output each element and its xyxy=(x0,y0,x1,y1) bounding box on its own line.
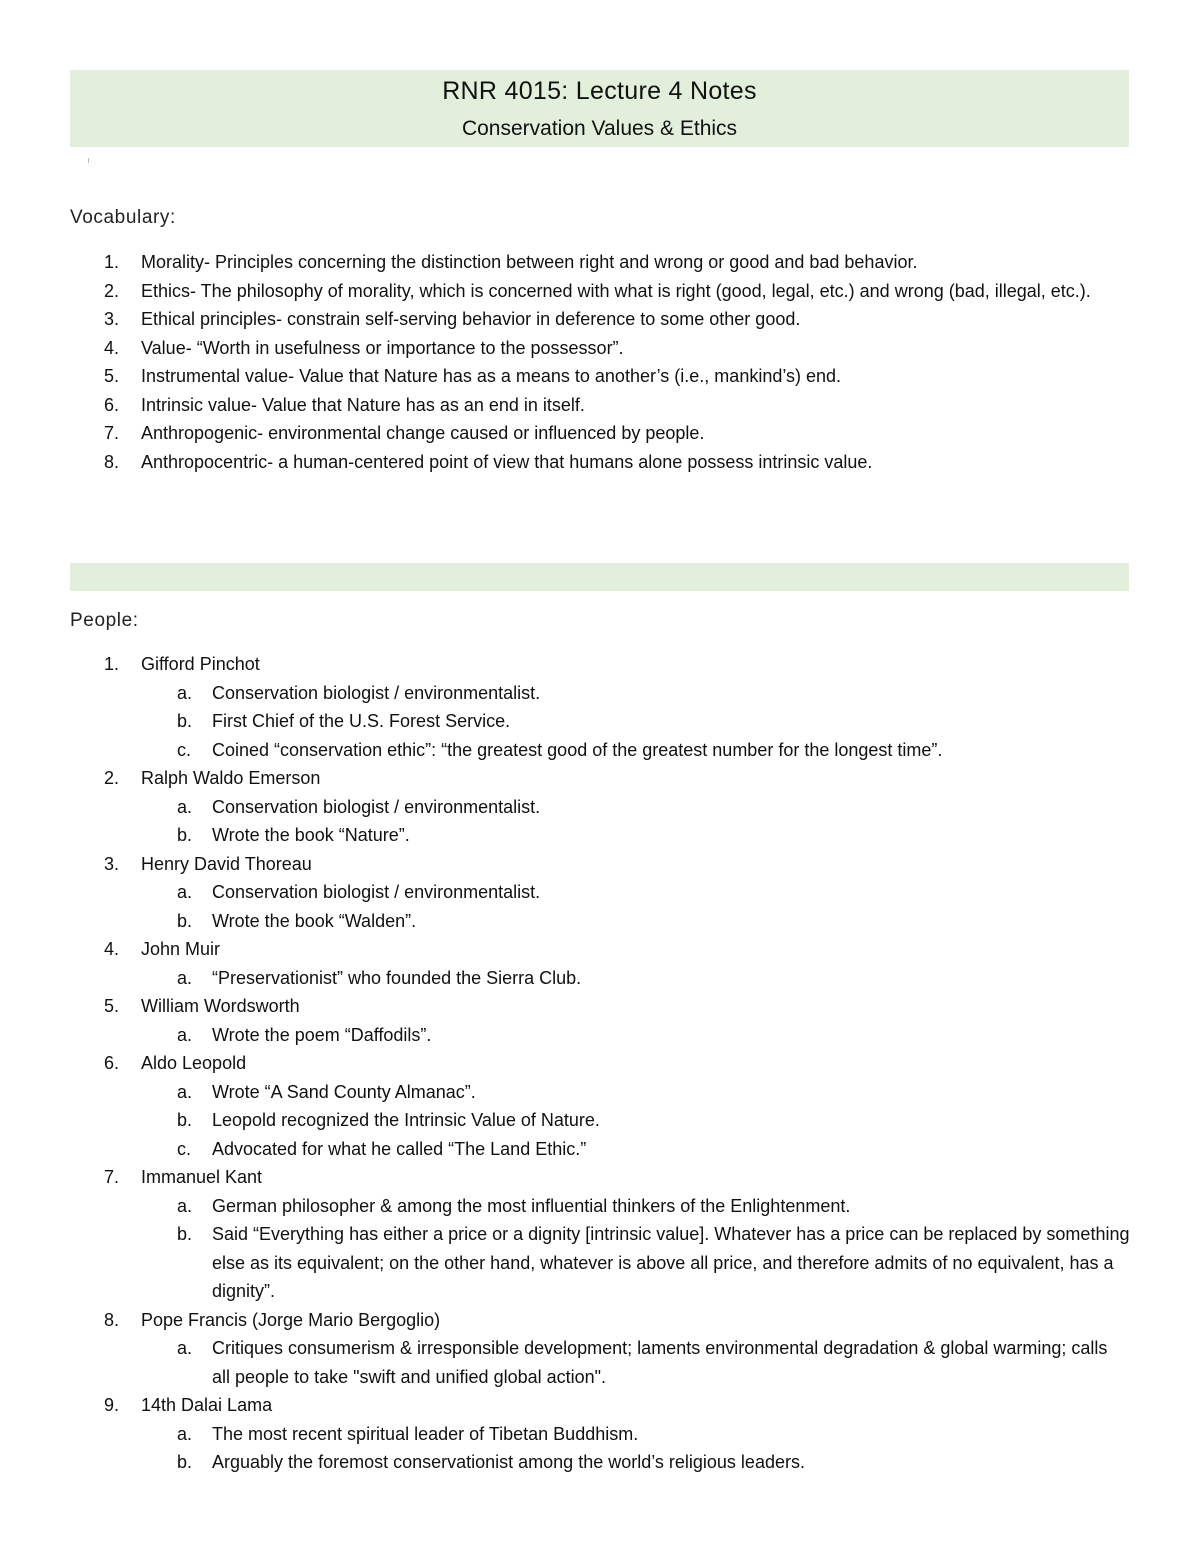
vocabulary-item-number: 8. xyxy=(104,451,120,472)
person-number: 4. xyxy=(104,939,120,959)
person-item xyxy=(70,992,1130,1049)
person-number: 3. xyxy=(104,853,120,874)
vocabulary-item-text: Intrinsic value- Value that Nature has as an end in itself. xyxy=(141,394,585,415)
person-notes-list xyxy=(141,793,1130,850)
person-item xyxy=(70,1306,1130,1392)
person-number: 8. xyxy=(104,1309,120,1330)
person-number: 1. xyxy=(104,654,120,674)
vocabulary-item xyxy=(70,362,1130,391)
vocabulary-item-text: Instrumental value- Value that Nature has as a means to another’s (i.e., mankind’s) end. xyxy=(141,366,842,386)
person-note xyxy=(141,1078,1130,1107)
person-note-letter: a. xyxy=(177,1423,193,1444)
person-note-text: Wrote “A Sand County Almanac”. xyxy=(212,1081,476,1102)
person-note xyxy=(141,1420,1130,1449)
person-note-letter: a. xyxy=(177,1081,193,1102)
person-item xyxy=(70,764,1130,850)
person-note-letter: c. xyxy=(177,1138,192,1159)
person-note-letter: a. xyxy=(177,1338,193,1358)
person-note-letter: b. xyxy=(177,1110,193,1130)
person-note xyxy=(141,964,1130,993)
person-note-text: The most recent spiritual leader of Tibetan Buddhism. xyxy=(212,1423,639,1444)
vocabulary-item-text: Ethical principles- constrain self-serving behavior in deference to some other good. xyxy=(141,309,801,329)
person-note xyxy=(141,1334,1130,1391)
person-note xyxy=(141,1106,1130,1135)
person-note-letter: a. xyxy=(177,967,193,988)
person-note-letter: a. xyxy=(177,1195,193,1216)
person-note xyxy=(141,793,1130,822)
vocabulary-item-text: Anthropogenic- environmental change caused or influenced by people. xyxy=(141,423,705,443)
person-note-text: Conservation biologist / environmentalist. xyxy=(212,882,541,902)
person-note-text: Said “Everything has either a price or a dignity [intrinsic value]. Whatever has a price can be replaced by something else as its equivalent; on the other hand, whatever is above all price, and therefore admits of no equivalent, has a dignity”. xyxy=(212,1224,1130,1301)
person-name: Ralph Waldo Emerson xyxy=(141,768,321,788)
person-note-text: Leopold recognized the Intrinsic Value of Nature. xyxy=(212,1110,600,1130)
person-note xyxy=(141,707,1130,736)
vocabulary-item xyxy=(70,277,1130,306)
person-notes-list xyxy=(141,1192,1130,1306)
person-number: 9. xyxy=(104,1395,120,1415)
vocabulary-item-number: 7. xyxy=(104,423,120,443)
person-note-text: Conservation biologist / environmentalist. xyxy=(212,796,541,817)
person-notes-list xyxy=(141,878,1130,935)
person-item xyxy=(70,650,1130,764)
person-number: 5. xyxy=(104,996,120,1016)
person-notes-list xyxy=(141,1334,1130,1391)
vocabulary-list xyxy=(70,248,1130,476)
person-name: Aldo Leopold xyxy=(141,1053,247,1073)
person-item xyxy=(70,935,1130,992)
vocabulary-item xyxy=(70,305,1130,334)
vocabulary-item-text: Value- “Worth in usefulness or importance to the possessor”. xyxy=(141,337,624,358)
person-note-text: Coined “conservation ethic”: “the greatest good of the greatest number for the longest time”. xyxy=(212,739,943,760)
person-number: 6. xyxy=(104,1053,120,1073)
person-name: 14th Dalai Lama xyxy=(141,1395,273,1415)
vocabulary-item-number: 6. xyxy=(104,394,120,415)
vocabulary-item-text: Morality- Principles concerning the distinction between right and wrong or good and bad behavior. xyxy=(141,252,918,272)
vocabulary-item xyxy=(70,248,1130,277)
person-note-letter: b. xyxy=(177,711,193,731)
vocabulary-heading: Vocabulary: xyxy=(70,207,176,228)
person-note-letter: a. xyxy=(177,882,193,902)
person-item xyxy=(70,1049,1130,1163)
person-note-text: Critiques consumerism & irresponsible development; laments environmental degradation & global warming; calls all people to take "swift and unified global action". xyxy=(212,1338,1108,1387)
person-note xyxy=(141,736,1130,765)
person-name: William Wordsworth xyxy=(141,996,300,1016)
person-name: Henry David Thoreau xyxy=(141,853,312,874)
person-note-letter: b. xyxy=(177,1224,193,1244)
people-list xyxy=(70,650,1130,1477)
person-notes-list xyxy=(141,1420,1130,1477)
person-note xyxy=(141,1192,1130,1221)
person-note-letter: b. xyxy=(177,1452,193,1472)
person-note xyxy=(141,1135,1130,1164)
person-note-letter: c. xyxy=(177,739,192,760)
person-notes-list xyxy=(141,1021,1130,1050)
person-note-letter: a. xyxy=(177,796,193,817)
person-note-text: First Chief of the U.S. Forest Service. xyxy=(212,711,511,731)
person-notes-list xyxy=(141,964,1130,993)
stray-mark xyxy=(88,158,89,163)
vocabulary-item xyxy=(70,334,1130,363)
person-note-letter: b. xyxy=(177,910,193,931)
person-item xyxy=(70,850,1130,936)
document-title: RNR 4015: Lecture 4 Notes xyxy=(442,77,757,105)
person-note-text: German philosopher & among the most influential thinkers of the Enlightenment. xyxy=(212,1195,851,1216)
vocabulary-item-number: 1. xyxy=(104,252,120,272)
vocabulary-item xyxy=(70,448,1130,477)
person-note-text: Conservation biologist / environmentalist. xyxy=(212,682,541,703)
person-number: 2. xyxy=(104,768,120,788)
title-banner xyxy=(70,70,1129,147)
person-name: Pope Francis (Jorge Mario Bergoglio) xyxy=(141,1309,441,1330)
vocabulary-item xyxy=(70,391,1130,420)
person-number: 7. xyxy=(104,1167,120,1187)
person-note xyxy=(141,679,1130,708)
vocabulary-item xyxy=(70,419,1130,448)
vocabulary-item-number: 4. xyxy=(104,337,120,358)
vocabulary-item-number: 5. xyxy=(104,366,120,386)
person-name: Gifford Pinchot xyxy=(141,654,260,674)
document-subtitle: Conservation Values & Ethics xyxy=(461,117,738,140)
person-note-text: Arguably the foremost conservationist among the world’s religious leaders. xyxy=(212,1452,805,1472)
person-note-text: Wrote the poem “Daffodils”. xyxy=(212,1024,432,1045)
person-note xyxy=(141,1448,1130,1477)
people-heading: People: xyxy=(70,610,139,631)
person-note-text: Advocated for what he called “The Land Ethic.” xyxy=(212,1138,587,1159)
person-item xyxy=(70,1163,1130,1306)
person-note-letter: a. xyxy=(177,682,193,703)
vocabulary-item-text: Anthropocentric- a human-centered point of view that humans alone possess intrinsic value. xyxy=(141,451,873,472)
section-divider-banner xyxy=(70,563,1129,591)
person-notes-list xyxy=(141,679,1130,765)
person-note xyxy=(141,1220,1130,1306)
person-note-letter: b. xyxy=(177,825,193,845)
person-item xyxy=(70,1391,1130,1477)
person-note xyxy=(141,821,1130,850)
person-note-letter: a. xyxy=(177,1024,193,1045)
person-notes-list xyxy=(141,1078,1130,1164)
person-name: Immanuel Kant xyxy=(141,1167,263,1187)
person-note xyxy=(141,878,1130,907)
person-note xyxy=(141,907,1130,936)
person-note xyxy=(141,1021,1130,1050)
vocabulary-item-number: 2. xyxy=(104,280,120,301)
person-note-text: “Preservationist” who founded the Sierra Club. xyxy=(212,967,582,988)
person-note-text: Wrote the book “Walden”. xyxy=(212,910,417,931)
person-note-text: Wrote the book “Nature”. xyxy=(212,825,410,845)
vocabulary-item-text: Ethics- The philosophy of morality, which is concerned with what is right (good, legal, etc.) and wrong (bad, illegal, etc.). xyxy=(141,280,1091,301)
vocabulary-item-number: 3. xyxy=(104,309,120,329)
person-name: John Muir xyxy=(141,939,221,959)
